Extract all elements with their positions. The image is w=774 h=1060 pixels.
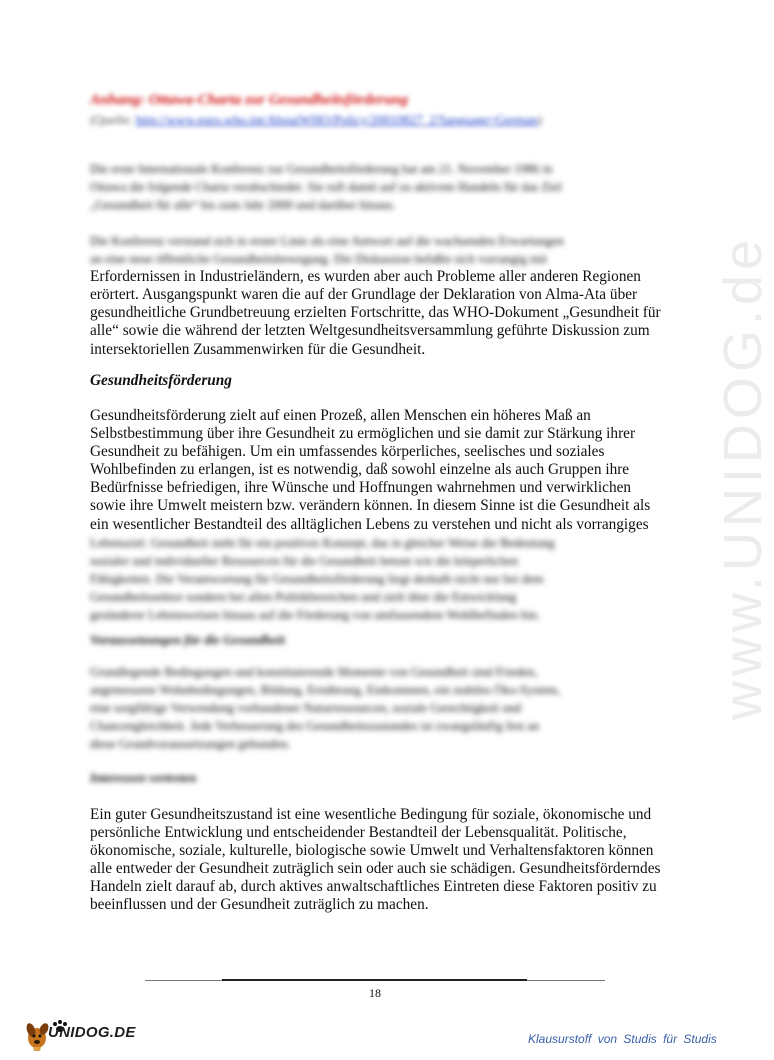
footer-divider	[222, 979, 527, 981]
source-citation	[90, 112, 542, 128]
paragraph-line: intersektoriellen Zusammenwirken für die Gesundheit.	[90, 340, 426, 358]
paragraph-line: alle entweder der Gesundheit zuträglich sein oder auch sie schädigen. Gesundheitsförderndes	[90, 860, 661, 878]
paragraph-line: gesünderer Lebensweisen hinaus auf die Förderung von umfassendem Wohlbefinden hin.	[90, 608, 540, 623]
paragraph-line: Erfordernissen in Industrieländern, es wurden aber auch Probleme aller anderen Regionen	[90, 268, 641, 286]
paragraph-line: Wohlbefinden zu erlangen, ist es notwendig, daß sowohl einzelne als auch Gruppen ihre	[90, 461, 630, 479]
paragraph-line: eine sorgfältige Verwendung vorhandener Naturressourcen, soziale Gerechtigkeit und	[90, 701, 522, 716]
subheading-interessen: Interessen vertreten	[90, 770, 197, 785]
paragraph-line: Gesundheit zu befähigen. Um ein umfassendes körperliches, seelisches und soziales	[90, 443, 605, 461]
subheading-gesundheitsfoerderung: Gesundheitsförderung	[90, 372, 232, 389]
paragraph-line: Selbstbestimmung über ihre Gesundheit zu ermöglichen und sie damit zur Stärkung ihrer	[90, 425, 636, 443]
paragraph-line: alle“ sowie die während der letzten Weltgesundheitsversammlung geführte Diskussion zum	[90, 322, 650, 340]
page-heading: Anhang: Ottawa-Charta zur Gesundheitsförderung	[90, 92, 409, 108]
paragraph-line: beeinflussen und der Gesundheit zuträglich zu machen.	[90, 896, 429, 914]
page-number: 18	[369, 986, 381, 1000]
footer-divider	[145, 980, 222, 981]
intro-paragraph	[90, 160, 670, 214]
footer-tagline: Klausurstoff von Studis für Studis	[528, 1032, 717, 1046]
logo-text: UNIDOG.DE	[48, 1024, 136, 1041]
conference-paragraph	[90, 232, 670, 359]
paragraph-line: Handeln zielt darauf ab, durch aktives anwaltschaftliches Eintreten diese Faktoren positiv zu	[90, 878, 657, 896]
voraussetzungen-paragraph	[90, 663, 670, 753]
paragraph-line: Lebensziel. Gesundheit steht für ein positives Konzept, das in gleicher Weise die Bedeutung	[90, 535, 555, 550]
source-link[interactable]: http://www.euro.who.int/AboutWHO/Policy/20010827_2?language=German	[135, 112, 538, 127]
paragraph-line: Bedürfnisse befriedigen, ihre Wünsche und Hoffnungen wahrnehmen und verwirklichen	[90, 479, 632, 497]
paragraph-line: Ottawa die folgende Charta verabschiedet. Sie ruft damit auf zu aktivem Handeln für das Ziel	[90, 180, 562, 195]
subheading-voraussetzungen: Voraussetzungen für die Gesundheit	[90, 632, 285, 647]
footer-divider	[527, 980, 605, 981]
gesundheitsfoerderung-paragraph	[90, 407, 670, 624]
paragraph-line: angemessene Wohnbedingungen, Bildung, Ernährung, Einkommen, ein stabiles Öko-System,	[90, 683, 561, 698]
paragraph-line: sozialer und individueller Ressourcen für die Gesundheit betont wie die körperlichen	[90, 553, 519, 568]
paragraph-line: Fähigkeiten. Die Verantwortung für Gesundheitsförderung liegt deshalb nicht nur bei dem	[90, 571, 544, 586]
paragraph-line: diese Grundvoraussetzungen gebunden.	[90, 737, 291, 752]
paragraph-line: gesundheitliche Grundbetreuung erzielten Fortschritte, das WHO-Dokument „Gesundheit für	[90, 304, 661, 322]
paragraph-line: Die erste Internationale Konferenz zur Gesundheitsförderung hat am 21. November 1986 in	[90, 162, 553, 176]
paragraph-line: „Gesundheit für alle“ bis zum Jahr 2000 und darüber hinaus.	[90, 198, 396, 213]
paragraph-line: persönliche Entwicklung und entscheidender Bestandteil der Lebensqualität. Politische,	[90, 824, 627, 842]
source-suffix: )	[537, 112, 543, 127]
watermark: www.UNIDOG.de	[713, 234, 773, 720]
paragraph-line: Ein guter Gesundheitszustand ist eine wesentliche Bedingung für soziale, ökonomische und	[90, 806, 652, 823]
paragraph-line: an eine neue öffentliche Gesundheitsbewegung. Die Diskussion befaßte sich vorrangig mit	[90, 252, 547, 267]
paragraph-line: Die Konferenz verstand sich in erster Linie als eine Antwort auf die wachsenden Erwartungen	[90, 234, 564, 248]
paragraph-line: Grundlegende Bedingungen und konstituierende Momente von Gesundheit sind Frieden,	[90, 665, 538, 679]
paragraph-line: ökonomische, soziale, kulturelle, biologische sowie Umwelt und Verhaltensfaktoren können	[90, 842, 654, 860]
paragraph-line: Gesundheitssektor sondern bei allen Politikbereichen und zielt über die Entwicklung	[90, 589, 517, 604]
paragraph-line: Chancengleichheit. Jede Verbesserung des Gesundheitszustandes ist zwangsläufig fest an	[90, 719, 540, 734]
paragraph-line: Gesundheitsförderung zielt auf einen Prozeß, allen Menschen ein höheres Maß an	[90, 407, 591, 424]
interessen-paragraph	[90, 806, 670, 915]
paragraph-line: erörtert. Ausgangspunkt waren die auf der Grundlage der Deklaration von Alma-Ata über	[90, 286, 638, 304]
source-prefix: (Quelle:	[90, 112, 136, 127]
paragraph-line: ein wesentlicher Bestandteil des alltäglichen Lebens zu verstehen und nicht als vorrangiges	[90, 515, 649, 533]
paragraph-line: sowie ihre Umwelt meistern bzw. verändern können. In diesem Sinne ist die Gesundheit als	[90, 497, 651, 515]
